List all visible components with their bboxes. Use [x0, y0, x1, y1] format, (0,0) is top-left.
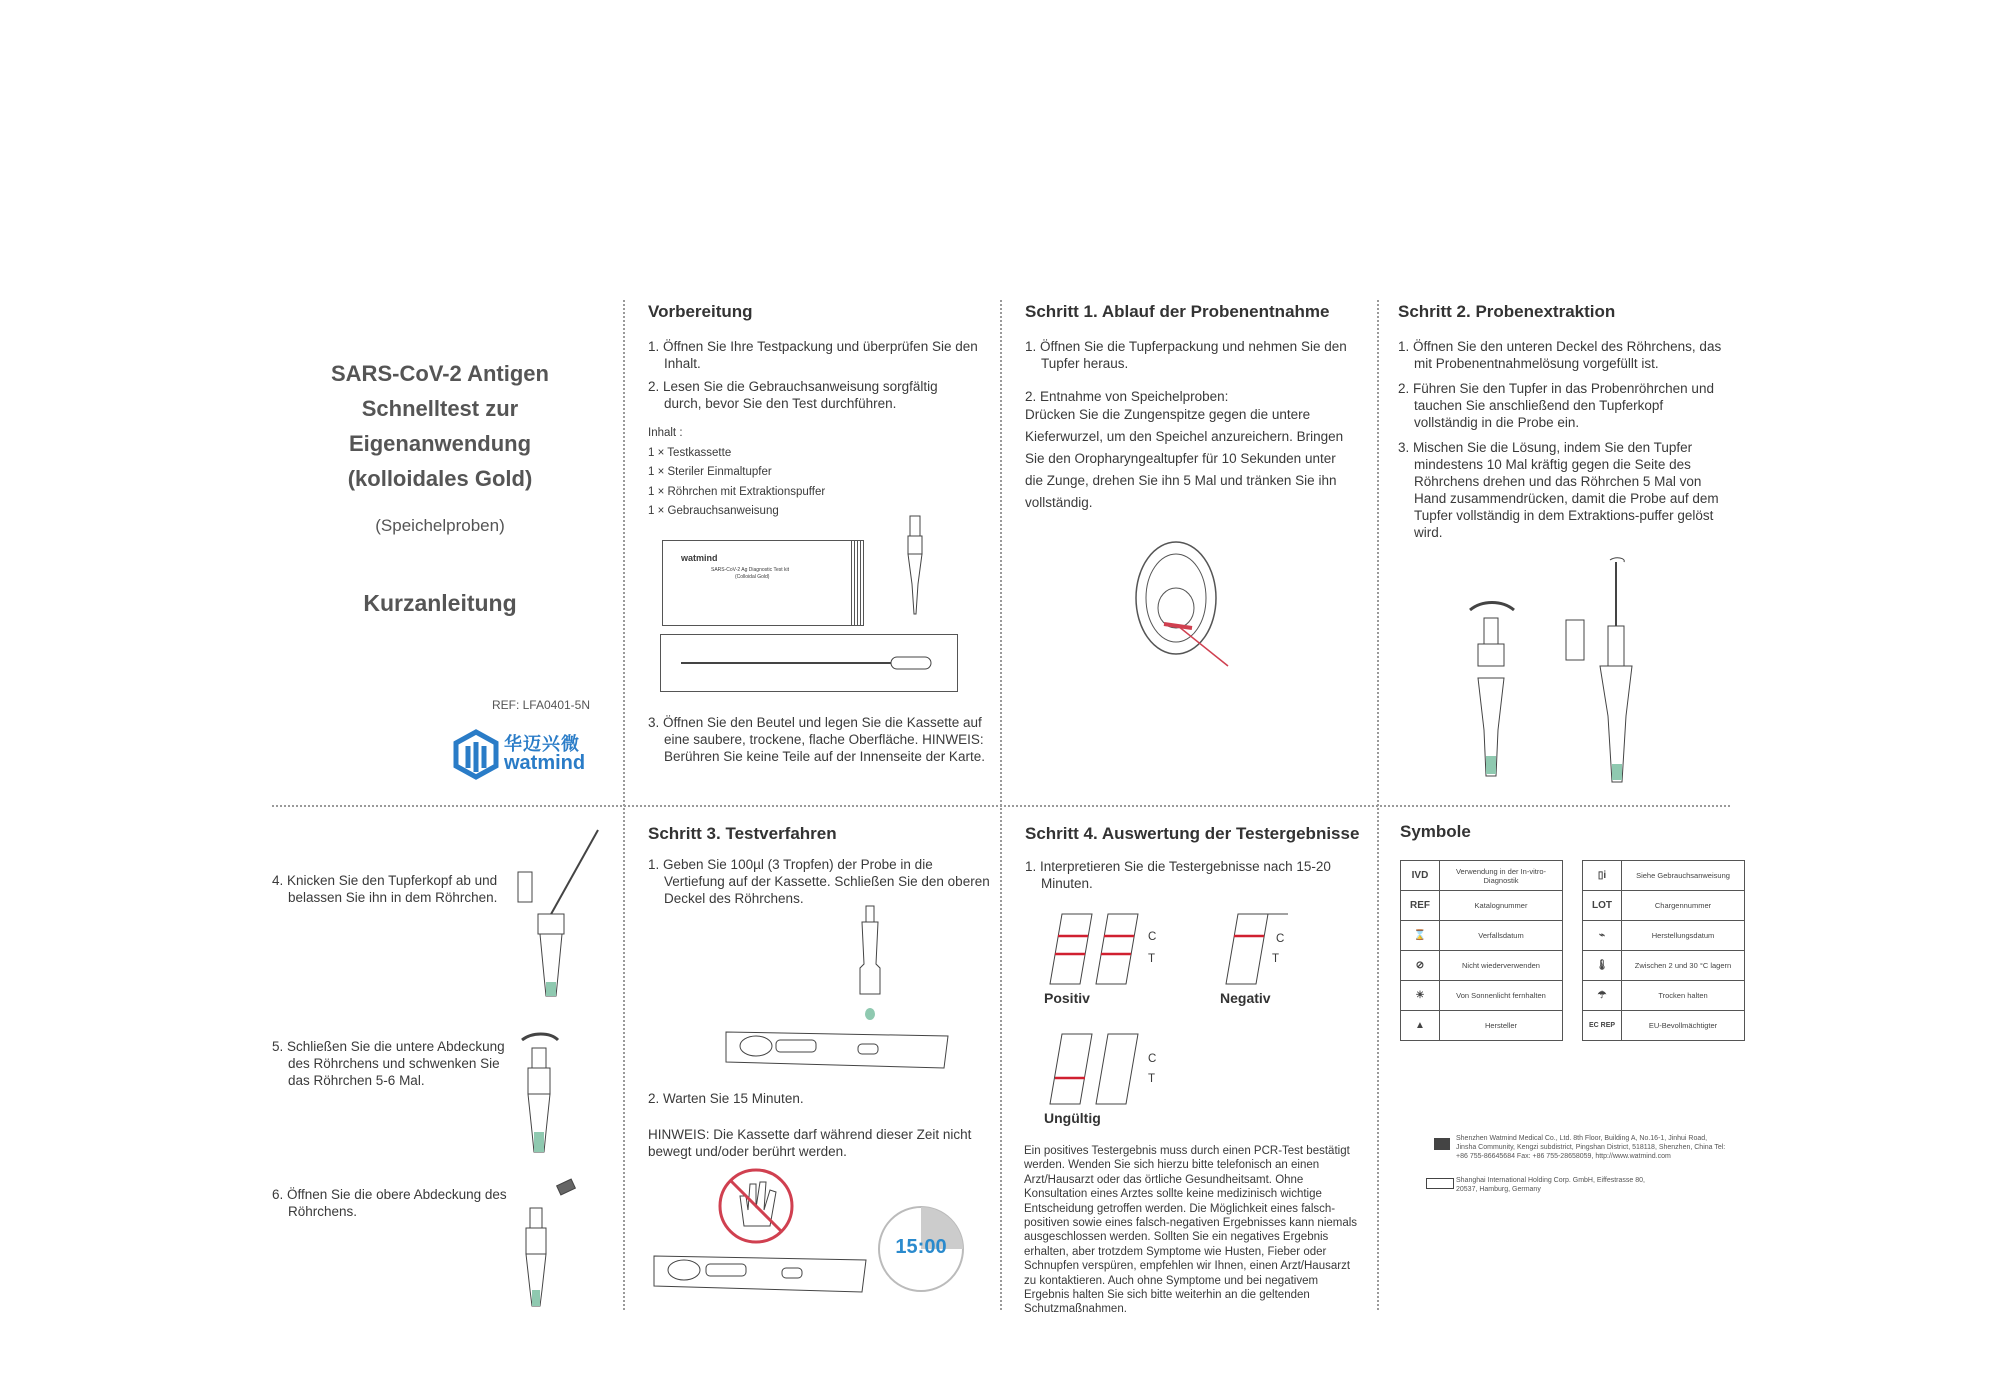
- product-title: [300, 356, 580, 496]
- ivd-icon: IVD: [1401, 861, 1440, 891]
- step3-note: HINWEIS: Die Kassette darf während dieser Zeit nicht bewegt und/oder berührt werden.: [648, 1127, 972, 1159]
- positive-c-label: C: [1148, 931, 1157, 943]
- hourglass-icon: ⌛: [1401, 921, 1440, 951]
- step6-open-cap: 6. Öffnen Sie die obere Abdeckung des Röhrchens.: [272, 1187, 507, 1219]
- symbol-desc: Siehe Gebrauchsanweisung: [1622, 861, 1745, 891]
- contents-item: 1 × Röhrchen mit Extraktionspuffer: [648, 485, 826, 498]
- manufacturer-icon: ▲: [1401, 1011, 1440, 1041]
- prep-step: 1. Öffnen Sie Ihre Testpackung und überprüfen Sie den Inhalt.: [648, 339, 978, 371]
- title-line: Eigenanwendung: [348, 431, 532, 456]
- negative-label: Negativ: [1220, 990, 1271, 1006]
- pouch-sub: (Colloidal Gold): [735, 574, 770, 580]
- symbol-row: [1401, 861, 1563, 891]
- symbol-desc: Hersteller: [1440, 1011, 1563, 1041]
- instructions-icon: ▯i: [1583, 861, 1622, 891]
- symbol-desc: Katalognummer: [1440, 891, 1563, 921]
- step3-item-1: 1. Geben Sie 100µl (3 Tropfen) der Probe in die Vertiefung auf der Kassette. Schließen Sie den oberen Deckel des Röhrchens.: [648, 857, 990, 906]
- swab-icon: [681, 653, 941, 673]
- symbol-row: [1401, 1011, 1563, 1041]
- invalid-t-label: T: [1148, 1073, 1156, 1085]
- temperature-icon: 🌡: [1583, 951, 1622, 981]
- contents-label: Inhalt :: [648, 427, 683, 439]
- prep-step: 2. Lesen Sie die Gebrauchsanweisung sorgfältig durch, bevor Sie den Test durchführen.: [648, 379, 938, 411]
- logo-en: watmind: [504, 752, 586, 774]
- logo-cn: 华迈兴微: [504, 734, 580, 754]
- test-pouch-illustration: [662, 540, 864, 626]
- step5-close-cap: 5. Schließen Sie die untere Abdeckung des Röhrchens und schwenken Sie das Röhrchen 5-6 Mal.: [272, 1039, 505, 1088]
- symbol-row: [1401, 951, 1563, 981]
- contents-item: 1 × Gebrauchsanweisung: [648, 505, 779, 517]
- symbol-desc: Chargennummer: [1622, 891, 1745, 921]
- symbols-table-left: [1400, 860, 1563, 1041]
- title-line: SARS-CoV-2 Antigen: [331, 361, 549, 386]
- symbol-row: [1583, 861, 1745, 891]
- no-touch-icon: [716, 1166, 796, 1246]
- title-line: Schnelltest zur: [361, 396, 519, 421]
- tube-unscrew-illustration: [1462, 600, 1522, 770]
- prep-steps: [648, 338, 978, 412]
- invalid-c-label: C: [1148, 1053, 1157, 1065]
- manufacturer-address: Shenzhen Watmind Medical Co., Ltd. 8th Floor, Building A, No.16-1, Jinhui Road, Jinsha Community, Kengzi subdistrict, Pingshan District, 518118, Shenzhen, China Tel: +86 755-86645684 Fax: +86 755-28658059, http://www.watmind.com: [1456, 1135, 1726, 1160]
- symbol-desc: Verwendung in der In-vitro-Diagnostik: [1440, 861, 1563, 891]
- ref-number: REF: LFA0401-5N: [491, 698, 590, 712]
- step2-step: 3. Mischen Sie die Lösung, indem Sie den Tupfer mindestens 10 Mal kräftig gegen die Seite des Röhrchens drehen und das Röhrchen 5 Mal von Hand zusammendrücken, damit die Probe auf dem Tupfer vollständig in dem Extraktions-puffer gelöst wird.: [1398, 440, 1719, 540]
- pouch-brand: watmind: [681, 553, 718, 563]
- sunlight-icon: ☀: [1401, 981, 1440, 1011]
- contents-item: 1 × Testkassette: [648, 446, 732, 459]
- step2-step: 2. Führen Sie den Tupfer in das Probenröhrchen und tauchen Sie anschließend den Tupferkopf vollständig in die Probe ein.: [1398, 381, 1714, 430]
- prep-step-3: 3. Öffnen Sie den Beutel und legen Sie die Kassette auf eine saubere, trockene, flache Oberfläche. HINWEIS: Berühren Sie keine Teile auf der Innenseite der Karte.: [648, 715, 985, 764]
- do-not-reuse-icon: ⊘: [1401, 951, 1440, 981]
- manufacture-date-icon: ⌁: [1583, 921, 1622, 951]
- quick-guide-title: Kurzanleitung: [363, 590, 517, 616]
- step2-step: 1. Öffnen Sie den unteren Deckel des Röhrchens, das mit Probenentnahmelösung vorgefüllt ist.: [1398, 339, 1722, 371]
- positive-t-label: T: [1148, 953, 1156, 965]
- step1-item-2-text: Drücken Sie die Zungenspitze gegen die untere Kieferwurzel, um den Speichel anzureichern. Bringen Sie den Oropharyngealtupfer für 10 Sekunden unter die Zunge, drehen Sie ihn 5 Mal und tränken Sie ihn vollständig.: [1025, 407, 1344, 510]
- ec-rep-glyph-icon: [1426, 1178, 1454, 1189]
- cassette-wait-illustration: [652, 1246, 892, 1306]
- step2-heading: Schritt 2. Probenextraktion: [1398, 302, 1616, 321]
- symbol-desc: Von Sonnenlicht fernhalten: [1440, 981, 1563, 1011]
- umbrella-icon: ☂: [1583, 981, 1622, 1011]
- symbols-table-right: [1582, 860, 1745, 1041]
- step2-steps: [1398, 338, 1726, 541]
- prep-heading: Vorbereitung: [648, 302, 753, 321]
- symbol-desc: Zwischen 2 und 30 °C lagern: [1622, 951, 1745, 981]
- symbol-desc: Nicht wiederverwenden: [1440, 951, 1563, 981]
- tube-swab-insert-illustration: [1560, 556, 1660, 786]
- symbol-row: [1401, 891, 1563, 921]
- symbol-desc: Trocken halten: [1622, 981, 1745, 1011]
- invalid-label: Ungültig: [1044, 1110, 1101, 1126]
- step3-heading: Schritt 3. Testverfahren: [648, 824, 837, 843]
- title-line: (kolloidales Gold): [347, 466, 533, 491]
- pouch-edge: [851, 541, 863, 625]
- open-cap-illustration: [518, 1178, 598, 1308]
- step4-item-1: 1. Interpretieren Sie die Testergebnisse nach 15-20 Minuten.: [1025, 859, 1331, 891]
- result-disclaimer: Ein positives Testergebnis muss durch einen PCR-Test bestätigt werden. Wenden Sie sich hierzu bitte telefonisch an einen Arzt/Hausarzt oder das örtliche Gesundheitsamt. Ohne Konsultation eines Arztes sollte keine medizinisch wichtige Entscheidung getroffen werden. Die Möglichkeit eines falsch-positiven sowie eines falsch-negativen Ergebnisses kann niemals ausgeschlossen werden. Sollten Sie ein negatives Ergebnis erhalten, aber trotzdem Symptome wie Husten, Fieber oder Schnupfen verspüren, empfehlen wir Ihnen, einen Arzt/Hausarzt zu kontaktieren. Auch ohne Symptome und bei negativem Ergebnis halten Sie sich bitte weiterhin an die geltenden Schutzmaßnahmen.: [1024, 1145, 1358, 1316]
- logo-mark-icon: [454, 730, 498, 778]
- symbol-desc: EU-Bevollmächtigter: [1622, 1011, 1745, 1041]
- step3-item-2: 2. Warten Sie 15 Minuten.: [648, 1091, 804, 1106]
- close-cap-illustration: [518, 1032, 568, 1162]
- symbol-row: [1583, 891, 1745, 921]
- add-drops-illustration: [724, 904, 964, 1084]
- ec-rep-address: Shanghai International Holding Corp. GmbH, Eiffestrasse 80, 20537, Hamburg, Germany: [1456, 1177, 1645, 1193]
- contents-item: 1 × Steriler Einmaltupfer: [648, 466, 772, 478]
- symbol-row: [1583, 981, 1745, 1011]
- step1-item-2-label: 2. Entnahme von Speichelproben:: [1025, 389, 1229, 404]
- contents-list: [648, 424, 978, 522]
- mouth-swab-illustration: [1128, 540, 1248, 690]
- ref-icon: REF: [1401, 891, 1440, 921]
- divider-h: [272, 805, 1730, 807]
- step1-heading: Schritt 1. Ablauf der Probenentnahme: [1025, 302, 1330, 321]
- break-swab-illustration: [510, 826, 600, 1006]
- swab-package-illustration: [660, 634, 958, 692]
- negative-t-label: T: [1272, 953, 1280, 965]
- step4-break-swab: 4. Knicken Sie den Tupferkopf ab und belassen Sie ihn in dem Röhrchen.: [272, 873, 498, 905]
- symbol-row: [1583, 1011, 1745, 1041]
- symbol-row: [1401, 921, 1563, 951]
- positive-label: Positiv: [1044, 990, 1090, 1006]
- symbol-desc: Verfallsdatum: [1440, 921, 1563, 951]
- negative-c-label: C: [1276, 933, 1285, 945]
- symbol-desc: Herstellungsdatum: [1622, 921, 1745, 951]
- negative-strip-illustration: [1222, 912, 1292, 998]
- pouch-text: SARS-CoV-2 Ag Diagnostic Test kit: [711, 567, 789, 573]
- step4-heading: Schritt 4. Auswertung der Testergebnisse: [1025, 824, 1360, 843]
- symbol-row: [1583, 951, 1745, 981]
- timer-readout: 15:00: [895, 1236, 947, 1258]
- symbol-row: [1401, 981, 1563, 1011]
- lot-icon: LOT: [1583, 891, 1622, 921]
- symbols-heading: Symbole: [1400, 822, 1471, 841]
- symbol-row: [1583, 921, 1745, 951]
- sample-type: (Speichelproben): [375, 516, 505, 535]
- watmind-logo: [452, 728, 602, 780]
- ec-rep-icon: EC REP: [1583, 1011, 1622, 1041]
- buffer-tube-icon: [902, 514, 932, 624]
- step1-item-1: 1. Öffnen Sie die Tupferpackung und nehmen Sie den Tupfer heraus.: [1025, 339, 1347, 371]
- manufacturer-glyph-icon: [1434, 1138, 1450, 1150]
